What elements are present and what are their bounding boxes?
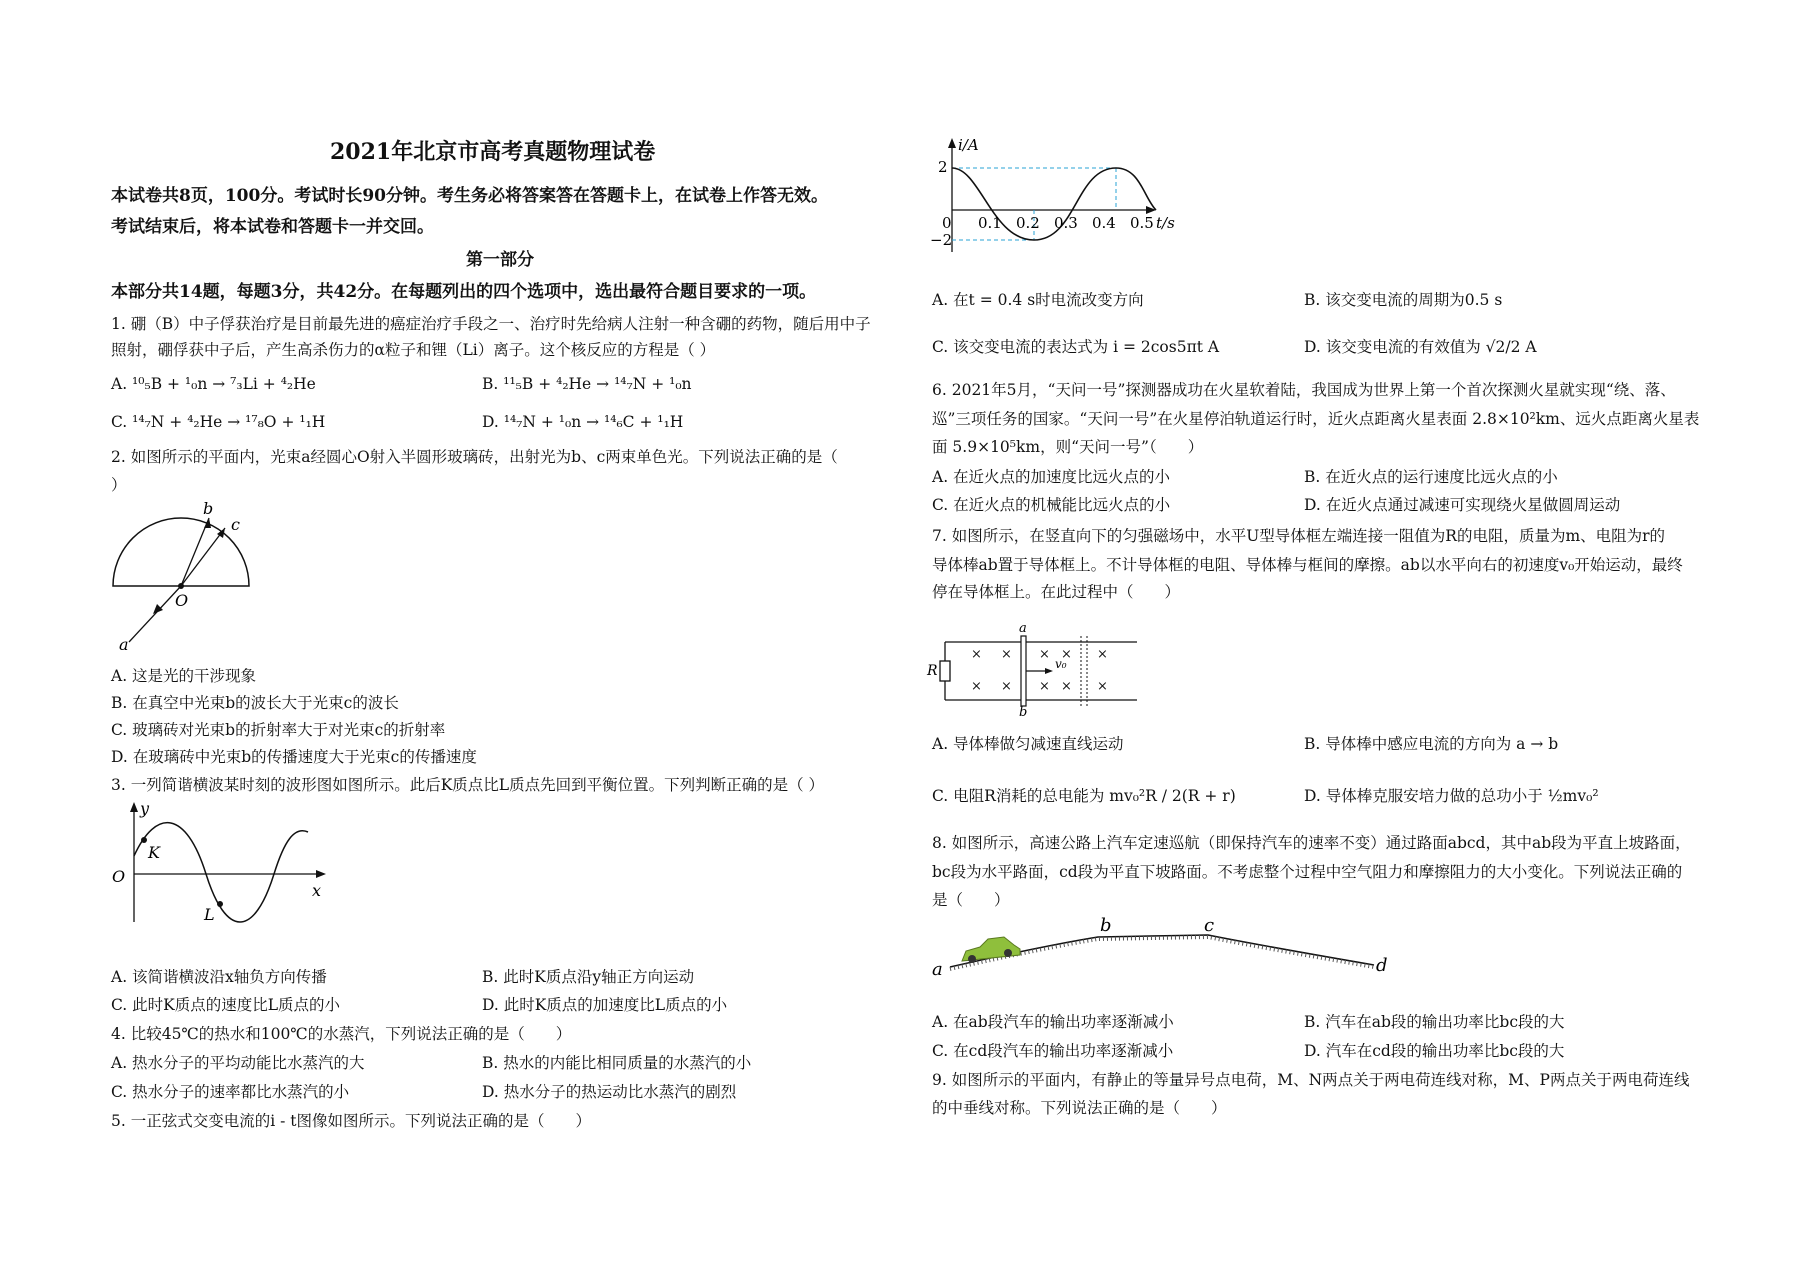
tick-0.2: 0.2 xyxy=(1016,214,1040,232)
q5-option-a: A. 在t = 0.4 s时电流改变方向 xyxy=(932,291,1144,309)
q5-option-b: B. 该交变电流的周期为0.5 s xyxy=(1304,291,1503,309)
q7-option-d: D. 导体棒克服安培力做的总功小于 ½mv₀² xyxy=(1304,787,1599,805)
q1-stem-2: 照射，硼俘获中子后，产生高杀伤力的α粒子和锂（Li）离子。这个核反应的方程是（ ） xyxy=(111,341,716,359)
label-b: b xyxy=(1100,915,1112,936)
q6-stem-2: 巡”三项任务的国家。“天问一号”在火星停泊轨道运行时，近火点距离火星表面 2.8×10²km、远火点距离火星表 xyxy=(932,410,1700,428)
tick-0.5: 0.5 xyxy=(1130,214,1154,232)
q7-option-a: A. 导体棒做匀减速直线运动 xyxy=(932,735,1124,753)
q6-stem-1: 6. 2021年5月，“天问一号”探测器成功在火星软着陆，我国成为世界上第一个首次探测火星就实现“绕、落、 xyxy=(932,381,1676,399)
label-zero: 0 xyxy=(942,214,952,232)
q7-figure xyxy=(925,608,1145,716)
q1-option-c: C. ¹⁴₇N + ⁴₂He → ¹⁷₈O + ¹₁H xyxy=(111,413,326,431)
q5-stem: 5. 一正弦式交变电流的i - t图像如图所示。下列说法正确的是（ ） xyxy=(111,1112,591,1130)
page-title: 2021年北京市高考真题物理试卷 xyxy=(330,139,656,165)
rod-ab xyxy=(1021,636,1026,706)
x-axis-arrow xyxy=(316,870,326,878)
beam-c xyxy=(181,528,225,586)
svg-text:×: × xyxy=(971,647,982,662)
q8-figure xyxy=(928,915,1388,977)
q8-stem-3: 是（ ） xyxy=(932,891,1010,909)
q2-option-b: B. 在真空中光束b的波长大于光束c的波长 xyxy=(111,694,399,712)
svg-text:×: × xyxy=(1097,647,1108,662)
instructions-line-1: 本试卷共8页，100分。考试时长90分钟。考生务必将答案答在答题卡上，在试卷上作答无效。 xyxy=(111,186,828,206)
arrow-a xyxy=(153,604,163,614)
q3-stem: 3. 一列简谐横波某时刻的波形图如图所示。此后K质点比L质点先回到平衡位置。下列判断正确的是（ ） xyxy=(111,776,825,794)
q3-option-b: B. 此时K质点沿y轴正方向运动 xyxy=(482,968,695,986)
label-y: y xyxy=(140,800,150,818)
q2-option-d: D. 在玻璃砖中光束b的传播速度大于光束c的传播速度 xyxy=(111,748,477,766)
tick-0.4: 0.4 xyxy=(1092,214,1116,232)
label-a: a xyxy=(1019,621,1027,636)
q7-option-b: B. 导体棒中感应电流的方向为 a → b xyxy=(1304,735,1559,753)
q9-stem-2: 的中垂线对称。下列说法正确的是（ ） xyxy=(932,1099,1227,1117)
q7-stem-3: 停在导体框上。在此过程中（ ） xyxy=(932,583,1181,601)
q6-stem-3: 面 5.9×10⁵km，则“天问一号”（ ） xyxy=(932,438,1204,456)
q8-stem-1: 8. 如图所示，高速公路上汽车定速巡航（即保持汽车的速率不变）通过路面abcd，其中ab段为平直上坡路面， xyxy=(932,834,1691,852)
q1-option-b: B. ¹¹₅B + ⁴₂He → ¹⁴₇N + ¹₀n xyxy=(482,375,692,393)
q7-stem-2: 导体棒ab置于导体框上。不计导体框的电阻、导体棒与框间的摩擦。ab以水平向右的初速度v₀开始运动，最终 xyxy=(932,556,1683,574)
svg-text:×: × xyxy=(1039,647,1050,662)
tick-0.1: 0.1 xyxy=(978,214,1002,232)
car-icon xyxy=(962,937,1020,963)
wave-curve xyxy=(134,823,308,922)
part1-heading: 第一部分 xyxy=(466,250,534,270)
q2-option-c: C. 玻璃砖对光束b的折射率大于对光束c的折射率 xyxy=(111,721,446,739)
svg-text:×: × xyxy=(1061,647,1072,662)
q5-option-c: C. 该交变电流的表达式为 i = 2cos5πt A xyxy=(932,338,1220,356)
svg-text:×: × xyxy=(1097,679,1108,694)
beam-a xyxy=(129,586,181,642)
point-o xyxy=(178,583,184,589)
label-k: K xyxy=(148,843,160,862)
tick-0.3: 0.3 xyxy=(1054,214,1078,232)
q1-option-d: D. ¹⁴₇N + ¹₀n → ¹⁴₆C + ¹₁H xyxy=(482,413,684,431)
q4-option-b: B. 热水的内能比相同质量的水蒸汽的小 xyxy=(482,1054,752,1072)
q6-option-d: D. 在近火点通过减速可实现绕火星做圆周运动 xyxy=(1304,496,1621,514)
label-b: b xyxy=(1019,705,1028,716)
y-axis-arrow xyxy=(130,802,138,812)
label-d: d xyxy=(1376,955,1388,976)
q6-option-c: C. 在近火点的机械能比远火点的小 xyxy=(932,496,1171,514)
point-k xyxy=(141,837,147,843)
label-c: c xyxy=(231,515,240,534)
i-axis-arrow xyxy=(948,138,956,148)
q6-option-a: A. 在近火点的加速度比远火点的小 xyxy=(932,468,1171,486)
label-o: O xyxy=(112,867,126,886)
label-a: a xyxy=(119,635,129,654)
q8-option-d: D. 汽车在cd段的输出功率比bc段的大 xyxy=(1304,1042,1565,1060)
arrow-b xyxy=(204,518,211,528)
label-o: O xyxy=(175,591,189,610)
label-bottom: −2 xyxy=(930,231,953,249)
q3-figure xyxy=(108,800,328,930)
svg-text:×: × xyxy=(1039,679,1050,694)
q2-option-a: A. 这是光的干涉现象 xyxy=(111,667,257,685)
q1-stem-1: 1. 硼（B）中子俘获治疗是目前最先进的癌症治疗手段之一、治疗时先给病人注射一种含硼的药物，随后用中子 xyxy=(111,315,871,333)
label-v0: v₀ xyxy=(1055,657,1067,671)
q4-option-a: A. 热水分子的平均动能比水蒸汽的大 xyxy=(111,1054,365,1072)
q3-option-c: C. 此时K质点的速度比L质点的小 xyxy=(111,996,341,1014)
svg-text:×: × xyxy=(1001,679,1012,694)
q4-stem: 4. 比较45℃的热水和100℃的水蒸汽，下列说法正确的是（ ） xyxy=(111,1025,572,1043)
svg-text:×: × xyxy=(971,679,982,694)
q7-stem-1: 7. 如图所示，在竖直向下的匀强磁场中，水平U型导体框左端连接一阻值为R的电阻，质量为m、电阻为r的 xyxy=(932,527,1666,545)
q5-figure xyxy=(930,132,1190,257)
label-a: a xyxy=(932,959,943,977)
label-l: L xyxy=(204,905,215,924)
label-b: b xyxy=(203,500,214,518)
q1-option-a: A. ¹⁰₅B + ¹₀n → ⁷₃Li + ⁴₂He xyxy=(111,375,316,393)
q3-option-a: A. 该简谐横波沿x轴负方向传播 xyxy=(111,968,327,986)
part1-note: 本部分共14题，每题3分，共42分。在每题列出的四个选项中，选出最符合题目要求的一项。 xyxy=(111,282,817,302)
q2-stem-2: ） xyxy=(111,476,127,494)
svg-text:×: × xyxy=(1061,679,1072,694)
label-x: x xyxy=(312,881,322,900)
label-i: i/A xyxy=(958,136,979,154)
q9-stem-1: 9. 如图所示的平面内，有静止的等量异号点电荷，M、N两点关于两电荷连线对称，M、P两点关于两电荷连线 xyxy=(932,1071,1690,1089)
q2-stem-1: 2. 如图所示的平面内，光束a经圆心O射入半圆形玻璃砖，出射光为b、c两束单色光。下列说法正确的是（ xyxy=(111,448,838,466)
q5-option-d: D. 该交变电流的有效值为 √2/2 A xyxy=(1304,338,1537,356)
label-top: 2 xyxy=(938,158,948,176)
velocity-arrowhead xyxy=(1045,668,1053,674)
q8-option-b: B. 汽车在ab段的输出功率比bc段的大 xyxy=(1304,1013,1565,1031)
semicircle xyxy=(113,518,249,586)
point-l xyxy=(217,901,223,907)
q2-figure xyxy=(105,500,265,660)
q6-option-b: B. 在近火点的运行速度比远火点的小 xyxy=(1304,468,1558,486)
resistor xyxy=(940,661,950,681)
beam-b xyxy=(181,518,209,586)
label-t: t/s xyxy=(1156,214,1175,232)
q7-option-c: C. 电阻R消耗的总电能为 mv₀²R / 2(R + r) xyxy=(932,787,1236,805)
q3-option-d: D. 此时K质点的加速度比L质点的小 xyxy=(482,996,728,1014)
q4-option-c: C. 热水分子的速率都比水蒸汽的小 xyxy=(111,1083,350,1101)
q8-option-a: A. 在ab段汽车的输出功率逐渐减小 xyxy=(932,1013,1174,1031)
q8-option-c: C. 在cd段汽车的输出功率逐渐减小 xyxy=(932,1042,1174,1060)
instructions-line-2: 考试结束后，将本试卷和答题卡一并交回。 xyxy=(111,217,434,237)
label-c: c xyxy=(1204,915,1215,936)
q8-stem-2: bc段为水平路面，cd段为平直下坡路面。不考虑整个过程中空气阻力和摩擦阻力的大小变化。下列说法正确的 xyxy=(932,863,1683,881)
q4-option-d: D. 热水分子的热运动比水蒸汽的剧烈 xyxy=(482,1083,737,1101)
label-r: R xyxy=(927,663,938,679)
svg-text:×: × xyxy=(1001,647,1012,662)
